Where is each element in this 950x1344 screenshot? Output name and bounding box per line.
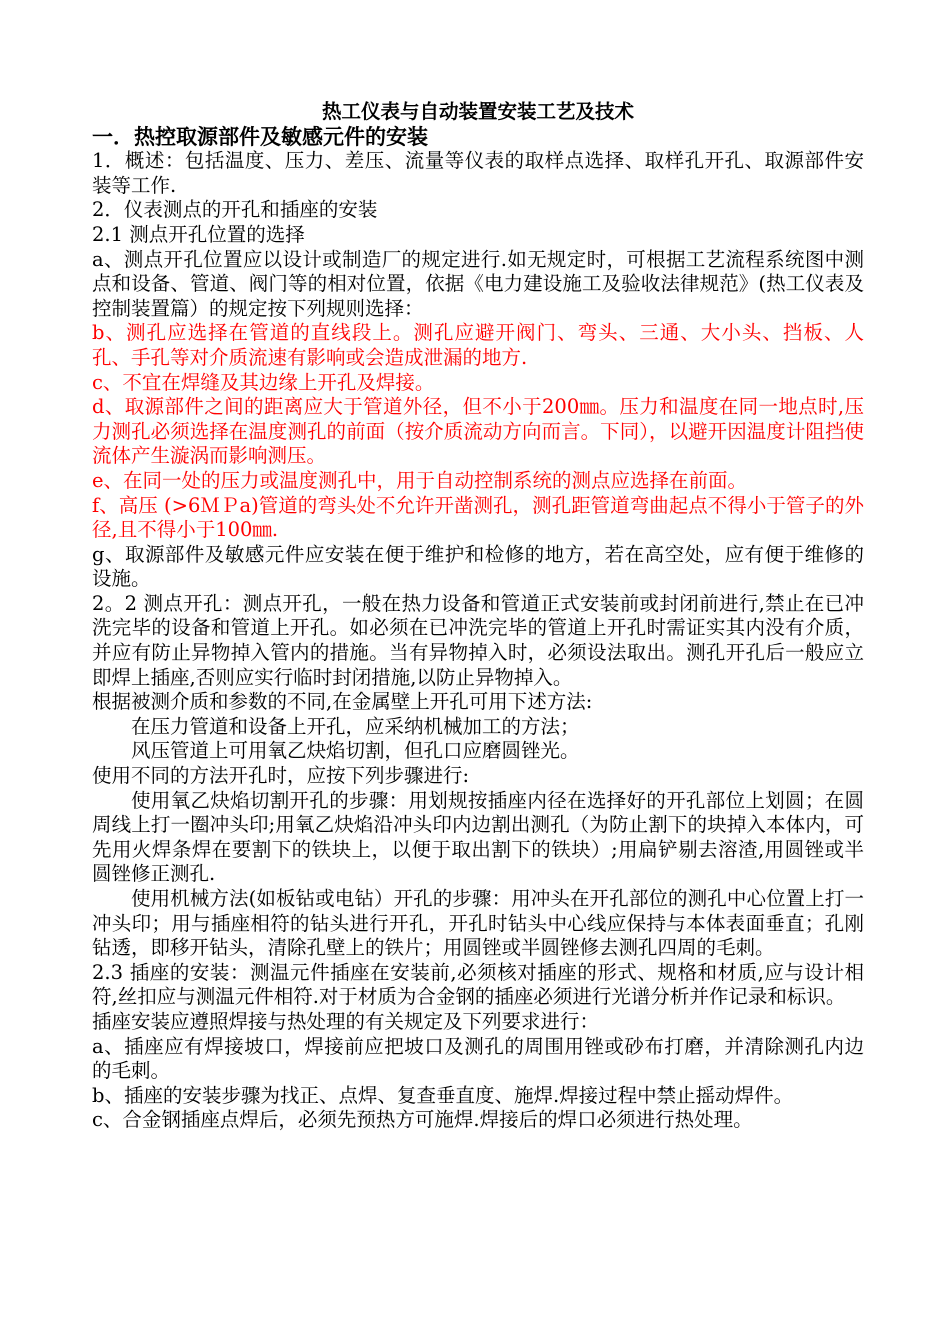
document-title: 热工仪表与自动装置安装工艺及技术 — [321, 100, 634, 123]
paragraph: b、插座的安装步骤为找正、点焊、复查垂直度、施焊.焊接过程中禁止摇动焊件。 — [92, 1083, 794, 1107]
paragraph: a、测点开孔位置应以设计或制造厂的规定进行.如无规定时，可根据工艺流程系统图中测点和设备、管道、阀门等的相对位置，依据《电力建设施工及验收法律规范》(热工仪表及控制装置篇）的规定按下列规则选择： — [92, 247, 864, 320]
paragraph: 使用氧乙炔焰切割开孔的步骤：用划规按插座内径在选择好的开孔部位上划圆；在圆周线上打一圈冲头印;用氧乙炔焰沿冲头印内边割出测孔（为防止割下的块掉入本体内，可先用火焊条焊在要割下的铁块上，以便于取出割下的铁块）;用扁铲剔去溶渣,用圆锉或半圆锉修正测孔. — [92, 788, 864, 886]
paragraph: e、在同一处的压力或温度测孔中，用于自动控制系统的测点应选择在前面。 — [92, 468, 748, 492]
document-page — [92, 100, 864, 1133]
paragraph: 1．概述：包括温度、压力、差压、流量等仪表的取样点选择、取样孔开孔、取源部件安装等工作. — [92, 149, 864, 197]
paragraph: 插座安装应遵照焊接与热处理的有关规定及下列要求进行： — [92, 1009, 600, 1033]
paragraph: f、高压 (>6ＭＰa)管道的弯头处不允许开凿测孔，测孔距管道弯曲起点不得小于管子的外径,且不得小于100㎜. — [92, 493, 864, 542]
paragraph: c、不宜在焊缝及其边缘上开孔及焊接。 — [92, 370, 435, 394]
paragraph: 2.3 插座的安装：测温元件插座在安装前,必须核对插座的形式、规格和材质,应与设计相符,丝扣应与测温元件相符.对于材质为合金钢的插座必须进行光谱分析并作记录和标识。 — [92, 960, 864, 1009]
document-body — [92, 149, 864, 1133]
paragraph: 2.1 测点开孔位置的选择 — [92, 222, 305, 246]
paragraph: 2．仪表测点的开孔和插座的安装 — [92, 198, 378, 222]
paragraph: b、测孔应选择在管道的直线段上。测孔应避开阀门、弯头、三通、大小头、挡板、人孔、手孔等对介质流速有影响或会造成泄漏的地方. — [92, 321, 864, 369]
paragraph: 根据被测介质和参数的不同,在金属壁上开孔可用下述方法: — [92, 690, 593, 714]
paragraph: 2。2 测点开孔：测点开孔，一般在热力设备和管道正式安装前或封闭前进行,禁止在已冲洗完毕的设备和管道上开孔。如必须在已冲洗完毕的管道上开孔时需证实其内没有介质，并应有防止异物掉入管内的措施。当有异物掉入时，必须设法取出。测孔开孔后一般应立即焊上插座,否则应实行临时封闭措施,以防止异物掉入。 — [92, 591, 864, 689]
paragraph: 在压力管道和设备上开孔，应采纳机械加工的方法； — [131, 714, 580, 738]
paragraph: 使用机械方法(如板钻或电钻）开孔的步骤：用冲头在开孔部位的测孔中心位置上打一冲头印；用与插座相符的钻头进行开孔，开孔时钻头中心线应保持与本体表面垂直；孔刚钻透，即移开钻头，清除孔壁上的铁片；用圆锉或半圆锉修去测孔四周的毛刺。 — [92, 887, 864, 960]
paragraph: 风压管道上可用氧乙炔焰切割，但孔口应磨圆锉光。 — [131, 739, 580, 763]
paragraph: g、取源部件及敏感元件应安装在便于维护和检修的地方，若在高空处，应有便于维修的设施。 — [92, 542, 864, 591]
paragraph: d、取源部件之间的距离应大于管道外径，但不小于200㎜。压力和温度在同一地点时,压力测孔必须选择在温度测孔的前面（按介质流动方向而言。下同），以避开因温度计阻挡使流体产生漩涡而影响测压。 — [92, 395, 864, 468]
paragraph: 使用不同的方法开孔时，应按下列步骤进行: — [92, 764, 470, 788]
paragraph: c、合金钢插座点焊后，必须先预热方可施焊.焊接后的焊口必须进行热处理。 — [92, 1108, 753, 1132]
paragraph: a、插座应有焊接坡口，焊接前应把坡口及测孔的周围用锉或砂布打磨，并清除测孔内边的毛刺。 — [92, 1034, 864, 1083]
section-heading: 一．热控取源部件及敏感元件的安装 — [92, 123, 428, 149]
